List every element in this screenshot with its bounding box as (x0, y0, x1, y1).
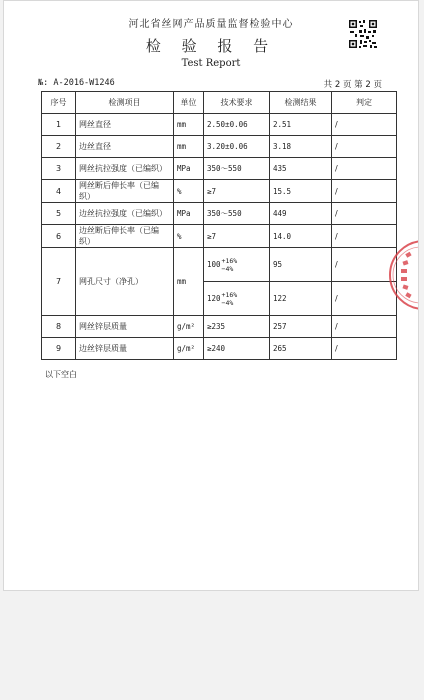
row-requirement: ≥7 (204, 225, 270, 248)
row-no: 2 (42, 136, 76, 158)
row-item: 网丝直径 (76, 114, 174, 136)
row-item: 网孔尺寸（净孔） (76, 248, 174, 316)
tolerance-minus: −4% (221, 298, 234, 307)
row-unit: mm (174, 136, 204, 158)
row-verdict: / (332, 338, 397, 360)
table-row (42, 114, 397, 136)
row-requirement-tolerance (204, 282, 270, 316)
tolerance-plus: +16% (221, 256, 238, 265)
row-result: 2.51 (270, 114, 332, 136)
table-row-mesh-a (42, 248, 397, 282)
row-verdict: / (332, 282, 397, 316)
row-result: 449 (270, 203, 332, 225)
row-no: 1 (42, 114, 76, 136)
row-unit: g/m² (174, 338, 204, 360)
row-requirement: 3.20±0.06 (204, 136, 270, 158)
row-no: 8 (42, 316, 76, 338)
col-header-unit: 单位 (174, 92, 204, 114)
report-number: №: A-2016-W1246 (38, 78, 115, 88)
row-item: 网丝断后伸长率（已编织） (76, 180, 174, 203)
row-no: 7 (42, 248, 76, 316)
row-result: 95 (270, 248, 332, 282)
row-result: 3.18 (270, 136, 332, 158)
row-requirement-tolerance (204, 248, 270, 282)
row-unit: g/m² (174, 316, 204, 338)
row-result: 122 (270, 282, 332, 316)
table-row (42, 203, 397, 225)
row-verdict: / (332, 114, 397, 136)
org-name: 河北省丝网产品质量监督检验中心 (128, 19, 294, 30)
table-row (42, 136, 397, 158)
row-no: 3 (42, 158, 76, 180)
tolerance-base: 100 (207, 260, 221, 269)
row-item: 网丝锌层质量 (76, 316, 174, 338)
row-requirement: 2.50±0.06 (204, 114, 270, 136)
test-results-table (41, 91, 397, 360)
row-requirement: 350～550 (204, 203, 270, 225)
tolerance-minus: −4% (221, 264, 234, 273)
row-verdict: / (332, 316, 397, 338)
table-header-row (42, 92, 397, 114)
row-requirement: ≥235 (204, 316, 270, 338)
row-verdict: / (332, 248, 397, 282)
footer-note: 以下空白 (45, 370, 77, 379)
row-item: 边丝抗拉强度（已编织） (76, 203, 174, 225)
row-item: 边丝直径 (76, 136, 174, 158)
row-verdict: / (332, 158, 397, 180)
row-verdict: / (332, 136, 397, 158)
row-result: 14.0 (270, 225, 332, 248)
qr-code-icon (348, 19, 378, 49)
row-item: 边丝锌层质量 (76, 338, 174, 360)
row-item: 边丝断后伸长率（已编织） (76, 225, 174, 248)
report-page (3, 0, 419, 591)
official-seal-icon (396, 239, 419, 311)
row-requirement: ≥7 (204, 180, 270, 203)
row-no: 6 (42, 225, 76, 248)
table-row (42, 316, 397, 338)
page-count: 共 2 页 第 2 页 (323, 80, 382, 90)
row-requirement: ≥240 (204, 338, 270, 360)
row-result: 257 (270, 316, 332, 338)
row-no: 4 (42, 180, 76, 203)
row-no: 5 (42, 203, 76, 225)
row-unit: MPa (174, 203, 204, 225)
tolerance-base: 120 (207, 294, 221, 303)
col-header-no: 序号 (42, 92, 76, 114)
table-row (42, 158, 397, 180)
tolerance-plus: +16% (221, 290, 238, 299)
row-unit: MPa (174, 158, 204, 180)
row-verdict: / (332, 203, 397, 225)
row-verdict: / (332, 180, 397, 203)
row-requirement: 350～550 (204, 158, 270, 180)
row-unit: % (174, 180, 204, 203)
table-row (42, 225, 397, 248)
report-title-cn: 检 验 报 告 (145, 37, 277, 55)
table-row (42, 180, 397, 203)
report-title-en: Test Report (181, 58, 241, 69)
row-no: 9 (42, 338, 76, 360)
row-verdict: / (332, 225, 397, 248)
row-result: 435 (270, 158, 332, 180)
row-unit: mm (174, 248, 204, 316)
col-header-verdict: 判定 (332, 92, 397, 114)
col-header-result: 检测结果 (270, 92, 332, 114)
col-header-item: 检测项目 (76, 92, 174, 114)
table-row (42, 338, 397, 360)
row-unit: mm (174, 114, 204, 136)
row-result: 15.5 (270, 180, 332, 203)
row-result: 265 (270, 338, 332, 360)
row-unit: % (174, 225, 204, 248)
col-header-requirement: 技术要求 (204, 92, 270, 114)
row-item: 网丝抗拉强度（已编织） (76, 158, 174, 180)
